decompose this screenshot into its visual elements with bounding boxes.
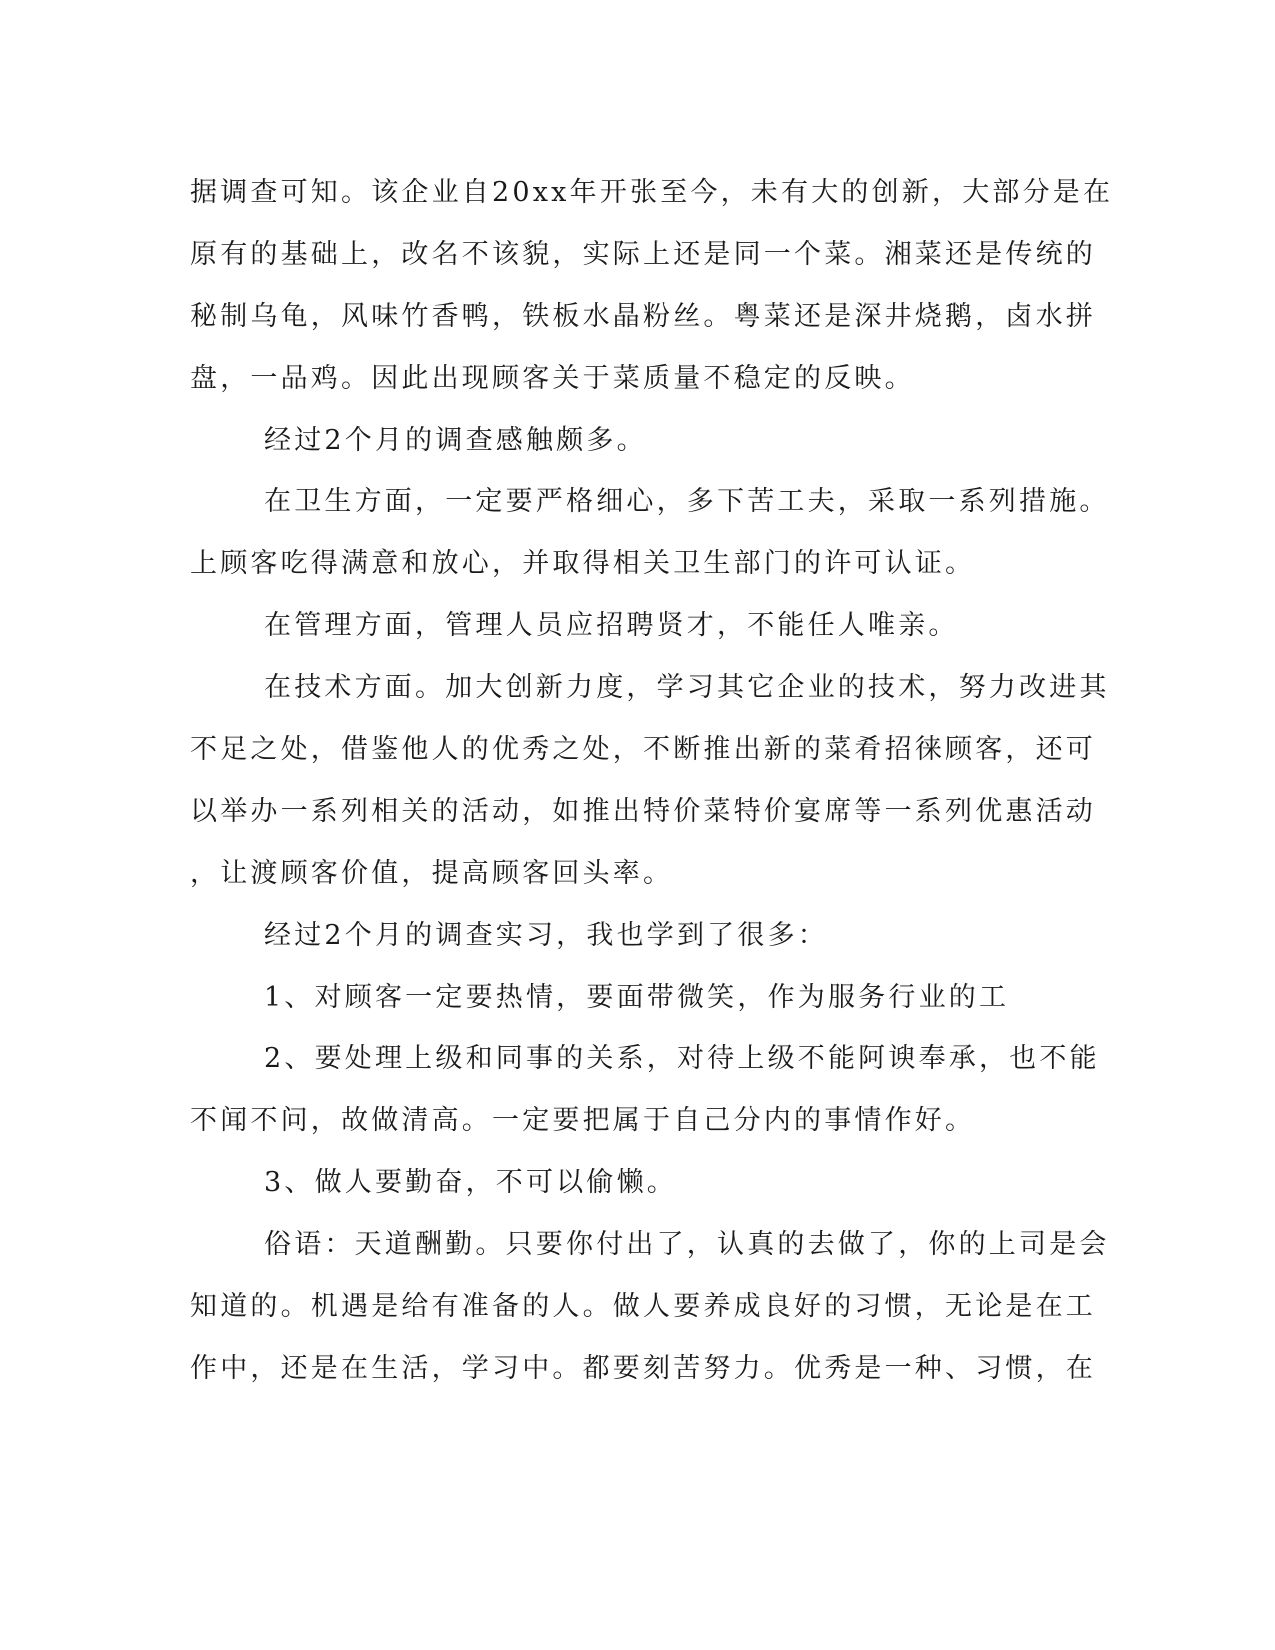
text-line: 作中，还是在生活，学习中。都要刻苦努力。优秀是一种、习惯，在	[190, 1352, 1096, 1384]
text-line: 俗语：天道酬勤。只要你付出了，认真的去做了，你的上司是会	[264, 1229, 1110, 1261]
text-line: 不足之处，借鉴他人的优秀之处，不断推出新的菜肴招徕顾客，还可	[190, 734, 1096, 766]
text-line: ，让渡顾客价值，提高顾客回头率。	[190, 857, 674, 889]
text-line: 上顾客吃得满意和放心，并取得相关卫生部门的许可认证。	[190, 548, 976, 580]
text-line: 经过2个月的调查感触颇多。	[264, 424, 647, 456]
text-line: 秘制乌龟，风味竹香鸭，铁板水晶粉丝。粤菜还是深井烧鹅，卤水拼	[190, 300, 1096, 332]
text-line: 据调查可知。该企业自20xx年开张至今，未有大的创新，大部分是在	[190, 177, 1114, 208]
text-line: 1、对顾客一定要热情，要面带微笑，作为服务行业的工	[264, 981, 1010, 1013]
text-line: 盘，一品鸡。因此出现顾客关于菜质量不稳定的反映。	[190, 362, 915, 394]
text-line: 2、要处理上级和同事的关系，对待上级不能阿谀奉承，也不能	[264, 1043, 1100, 1075]
text-line: 知道的。机遇是给有准备的人。做人要养成良好的习惯，无论是在工	[190, 1291, 1096, 1323]
text-line: 3、做人要勤奋，不可以偷懒。	[264, 1167, 677, 1199]
text-line: 不闻不问，故做清高。一定要把属于自己分内的事情作好。	[190, 1105, 976, 1137]
text-line: 在技术方面。加大创新力度，学习其它企业的技术，努力改进其	[264, 672, 1110, 704]
text-line: 经过2个月的调查实习，我也学到了很多：	[264, 919, 828, 951]
body-text	[190, 162, 1114, 1400]
text-line: 在卫生方面，一定要严格细心，多下苦工夫，采取一系列措施。	[264, 486, 1110, 518]
text-line: 在管理方面，管理人员应招聘贤才，不能任人唯亲。	[264, 610, 959, 642]
text-line: 以举办一系列相关的活动，如推出特价菜特价宴席等一系列优惠活动	[190, 795, 1096, 827]
text-line: 原有的基础上，改名不该貌，实际上还是同一个菜。湘菜还是传统的	[190, 238, 1096, 270]
